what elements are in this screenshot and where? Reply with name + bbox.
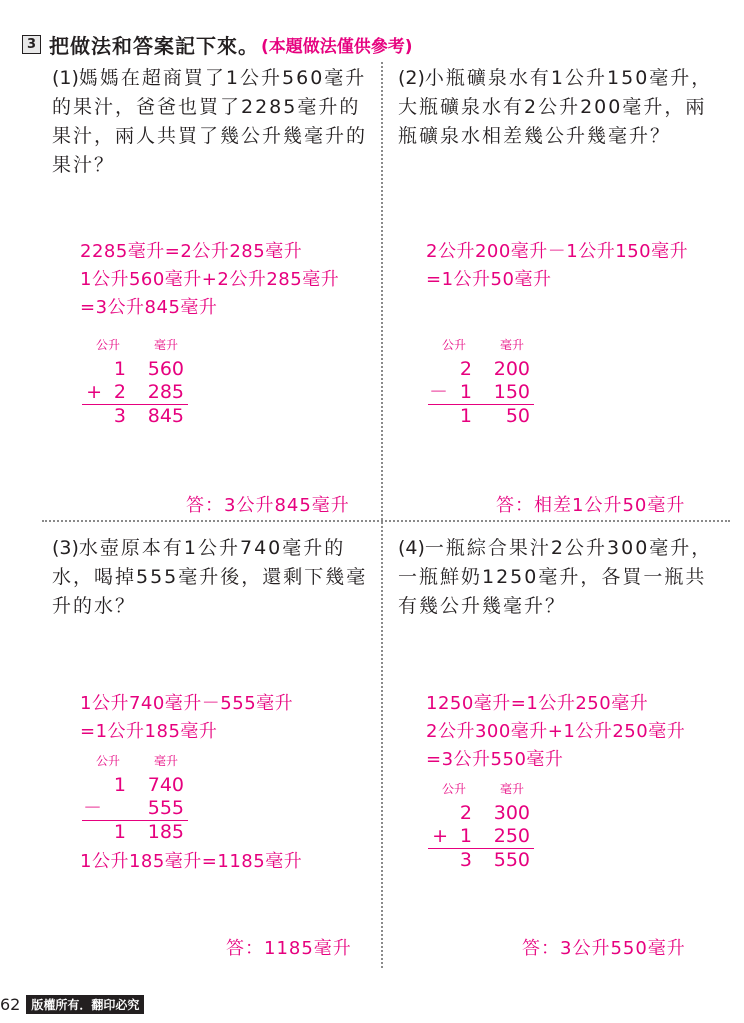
problem-3	[52, 534, 372, 621]
problem-statement: 小瓶礦泉水有1公升150毫升，大瓶礦泉水有2公升200毫升，兩瓶礦泉水相差幾公升幾毫升？	[398, 67, 713, 147]
calc-milliliters: 150	[493, 381, 530, 403]
unit-milliliter-header: 毫升	[500, 782, 525, 796]
solution-line: 1250毫升=1公升250毫升	[426, 693, 649, 714]
solution-line: 1公升740毫升－555毫升	[80, 693, 294, 714]
calc-liters: 3	[113, 405, 126, 427]
problem-statement: 水壺原本有1公升740毫升的水，喝掉555毫升後，還剩下幾毫升的水？	[52, 537, 368, 617]
calc-row	[426, 825, 546, 848]
unit-liter-header: 公升	[96, 754, 121, 768]
unit-milliliter-header: 毫升	[154, 754, 179, 768]
conversion-line: 1公升185毫升=1185毫升	[80, 851, 303, 872]
copyright-badge: 版權所有．翻印必究	[26, 995, 144, 1014]
question-number-box: 3	[22, 35, 41, 54]
calc-operator: +	[86, 381, 102, 403]
vertical-calc-2	[426, 336, 546, 432]
calc-row	[80, 797, 200, 820]
problem-text	[52, 534, 372, 621]
calc-row	[426, 358, 546, 381]
calc-milliliters: 250	[493, 825, 530, 847]
calc-milliliters: 300	[493, 802, 530, 824]
vertical-calc-1	[80, 336, 200, 432]
solution-3	[80, 690, 293, 746]
calc-result-row	[426, 849, 546, 872]
calc-liters: 2	[113, 381, 126, 403]
calc-row	[80, 774, 200, 797]
unit-liter-header: 公升	[442, 782, 467, 796]
calc-row	[426, 381, 546, 404]
calc-liters: 1	[459, 405, 472, 427]
calc-result-row	[426, 405, 546, 428]
solution-line: 1公升560毫升+2公升285毫升	[80, 269, 340, 290]
calc-operator: －	[428, 381, 448, 403]
calc-liters: 2	[459, 358, 472, 380]
horizontal-divider	[42, 520, 730, 522]
conversion-3	[80, 848, 302, 876]
problem-text	[398, 64, 718, 151]
unit-liter-header: 公升	[96, 338, 121, 352]
problem-text	[398, 534, 718, 621]
calc-liters: 3	[459, 849, 472, 871]
problem-2	[398, 64, 718, 151]
unit-milliliter-header: 毫升	[500, 338, 525, 352]
calc-milliliters: 285	[147, 381, 184, 403]
calc-milliliters: 185	[147, 821, 184, 843]
problem-statement: 媽媽在超商買了1公升560毫升的果汁，爸爸也買了2285毫升的果汁，兩人共買了幾公升幾毫升的果汁？	[52, 67, 368, 176]
calc-milliliters: 550	[493, 849, 530, 871]
calc-liters: 1	[113, 774, 126, 796]
calc-milliliters: 560	[147, 358, 184, 380]
problem-label: (2)	[398, 67, 425, 89]
problem-4	[398, 534, 718, 621]
solution-line: =1公升185毫升	[80, 721, 218, 742]
solution-4	[426, 690, 685, 774]
problem-label: (1)	[52, 67, 79, 89]
calc-liters: 1	[459, 825, 472, 847]
unit-milliliter-header: 毫升	[154, 338, 179, 352]
unit-liter-header: 公升	[442, 338, 467, 352]
answer-4: 答：3公升550毫升	[522, 938, 686, 959]
problem-1	[52, 64, 372, 180]
problem-text	[52, 64, 372, 180]
vertical-calc-3	[80, 752, 200, 848]
question-header	[22, 30, 413, 58]
solution-line: 2285毫升=2公升285毫升	[80, 241, 303, 262]
solution-line: =3公升550毫升	[426, 749, 564, 770]
solution-line: =1公升50毫升	[426, 269, 552, 290]
calc-row	[426, 802, 546, 825]
calc-result-row	[80, 405, 200, 428]
page-footer	[0, 994, 144, 1014]
answer-3: 答：1185毫升	[226, 938, 352, 959]
calc-milliliters: 555	[147, 797, 184, 819]
calc-milliliters: 50	[505, 405, 530, 427]
calc-liters: 1	[113, 821, 126, 843]
page-number: 62	[0, 994, 21, 1014]
calc-operator: －	[82, 797, 102, 819]
calc-liters: 2	[459, 802, 472, 824]
question-note: (本題做法僅供參考)	[261, 36, 413, 57]
calc-operator: +	[432, 825, 448, 847]
problem-label: (4)	[398, 537, 425, 559]
calc-row	[80, 381, 200, 404]
solution-line: 2公升300毫升+1公升250毫升	[426, 721, 686, 742]
problem-statement: 一瓶綜合果汁2公升300毫升，一瓶鮮奶1250毫升，各買一瓶共有幾公升幾毫升？	[398, 537, 713, 617]
vertical-divider	[381, 62, 383, 968]
solution-2	[426, 238, 688, 294]
problem-label: (3)	[52, 537, 79, 559]
calc-milliliters: 200	[493, 358, 530, 380]
answer-2: 答：相差1公升50毫升	[496, 495, 686, 516]
question-instruction: 把做法和答案記下來。	[49, 33, 259, 58]
calc-liters: 1	[113, 358, 126, 380]
answer-1: 答：3公升845毫升	[186, 495, 350, 516]
calc-result-row	[80, 821, 200, 844]
calc-row	[80, 358, 200, 381]
vertical-calc-4	[426, 780, 546, 876]
solution-line: 2公升200毫升－1公升150毫升	[426, 241, 689, 262]
calc-milliliters: 740	[147, 774, 184, 796]
solution-line: =3公升845毫升	[80, 297, 218, 318]
solution-1	[80, 238, 339, 322]
calc-milliliters: 845	[147, 405, 184, 427]
calc-liters: 1	[459, 381, 472, 403]
